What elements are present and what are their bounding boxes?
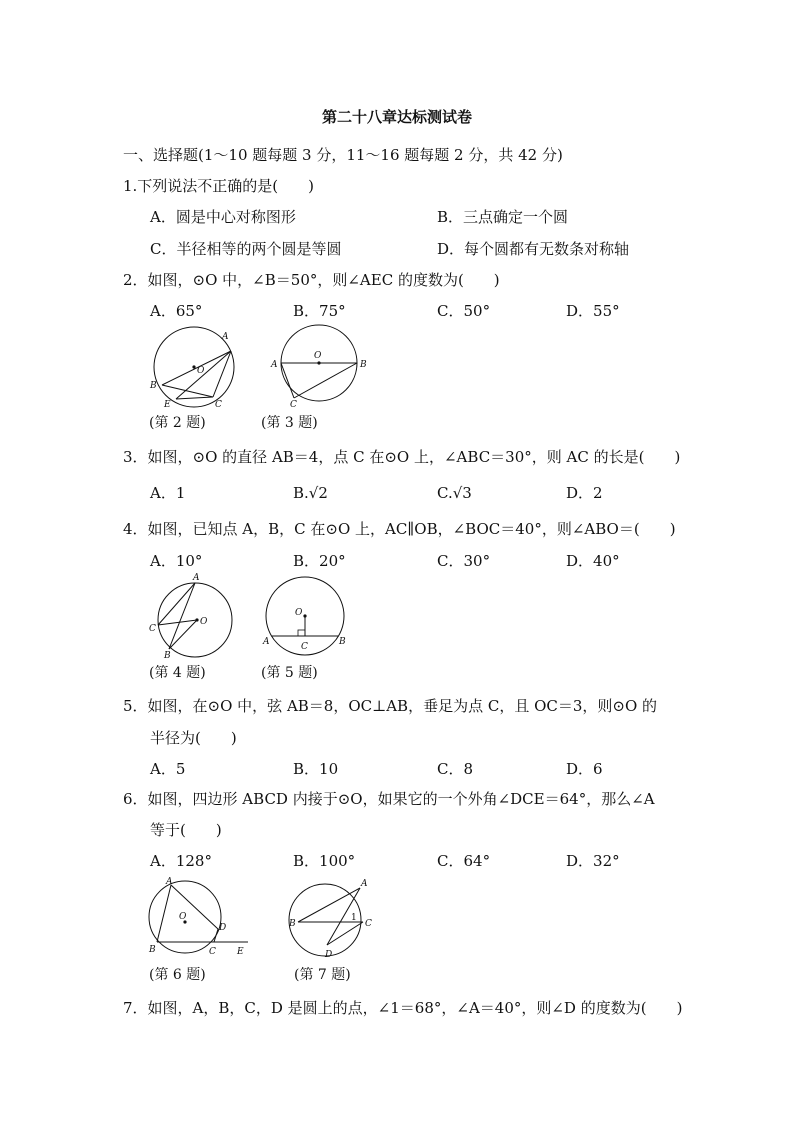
question-6-stem-line-1: 6．如图，四边形 ABCD 内接于⊙O，如果它的一个外角∠DCE＝64°，那么∠A bbox=[123, 790, 655, 808]
fig2-label-b: B bbox=[150, 381, 157, 391]
figure-question-2 bbox=[140, 325, 245, 410]
fig5-label-a: A bbox=[263, 637, 270, 647]
question-1-stem: 1.下列说法不正确的是( ) bbox=[123, 177, 315, 195]
question-5-stem-line-1: 5．如图，在⊙O 中，弦 AB＝8，OC⊥AB，垂足为点 C，且 OC＝3，则⊙O 的 bbox=[123, 697, 658, 715]
question-2-option-a: A．65° bbox=[150, 302, 203, 320]
question-4-option-a: A．10° bbox=[150, 552, 203, 570]
fig3-label-a: A bbox=[271, 360, 278, 370]
question-6-option-c: C．64° bbox=[437, 852, 491, 870]
question-5-stem-line-2: 半径为( ) bbox=[150, 729, 237, 747]
question-5-option-c: C．8 bbox=[437, 760, 474, 778]
question-5-option-a: A．5 bbox=[150, 760, 186, 778]
question-4-stem: 4．如图，已知点 A，B，C 在⊙O 上，AC∥OB，∠BOC＝40°，则∠ABO＝( ) bbox=[123, 520, 676, 538]
question-6-option-b: B．100° bbox=[293, 852, 356, 870]
question-3-option-c: C.√3 bbox=[437, 484, 472, 502]
question-2-stem: 2．如图，⊙O 中，∠B＝50°，则∠AEC 的度数为( ) bbox=[123, 271, 500, 289]
question-2-option-d: D．55° bbox=[566, 302, 620, 320]
fig4-label-o: O bbox=[200, 617, 208, 627]
fig6-label-b: B bbox=[149, 945, 156, 955]
question-5-option-b: B．10 bbox=[293, 760, 339, 778]
fig6-label-o: O bbox=[179, 912, 187, 922]
question-3-option-a: A．1 bbox=[150, 484, 186, 502]
caption-question-5: (第 5 题) bbox=[261, 665, 318, 681]
figure-question-6 bbox=[145, 875, 255, 965]
question-7-stem: 7．如图，A，B，C，D 是圆上的点，∠1＝68°，∠A＝40°，则∠D 的度数为( ) bbox=[123, 999, 683, 1017]
fig2-label-e: E bbox=[164, 400, 171, 410]
question-1-option-c: C．半径相等的两个圆是等圆 bbox=[150, 240, 342, 258]
figure-question-4 bbox=[145, 570, 245, 660]
caption-question-3: (第 3 题) bbox=[261, 415, 318, 431]
question-4-option-c: C．30° bbox=[437, 552, 491, 570]
fig7-label-c: C bbox=[365, 919, 372, 929]
question-6-stem-line-2: 等于( ) bbox=[150, 821, 222, 839]
caption-question-2: (第 2 题) bbox=[149, 415, 206, 431]
question-4-option-d: D．40° bbox=[566, 552, 620, 570]
question-5-option-d: D．6 bbox=[566, 760, 603, 778]
fig5-label-c: C bbox=[301, 642, 308, 652]
question-6-option-d: D．32° bbox=[566, 852, 620, 870]
figure-question-7 bbox=[285, 875, 380, 965]
question-6-option-a: A．128° bbox=[150, 852, 212, 870]
question-1-option-d: D．每个圆都有无数条对称轴 bbox=[437, 240, 630, 258]
question-3-stem: 3．如图，⊙O 的直径 AB＝4，点 C 在⊙O 上，∠ABC＝30°，则 AC 的长是( ) bbox=[123, 448, 681, 466]
fig6-label-c: C bbox=[209, 947, 216, 957]
fig7-label-b: B bbox=[289, 919, 296, 929]
fig7-label-a: A bbox=[361, 879, 368, 889]
question-4-option-b: B．20° bbox=[293, 552, 346, 570]
fig4-label-a: A bbox=[193, 573, 200, 583]
fig6-label-e: E bbox=[237, 947, 244, 957]
caption-question-6: (第 6 题) bbox=[149, 967, 206, 983]
page-title: 第二十八章达标测试卷 bbox=[321, 108, 472, 126]
fig7-angle-one-label: 1 bbox=[351, 913, 357, 923]
figure-question-5 bbox=[258, 570, 358, 660]
fig5-label-o: O bbox=[295, 608, 303, 618]
fig7-label-d: D bbox=[325, 950, 333, 960]
fig5-label-b: B bbox=[339, 637, 346, 647]
fig3-label-c: C bbox=[290, 400, 297, 410]
question-3-option-d: D．2 bbox=[566, 484, 603, 502]
caption-question-4: (第 4 题) bbox=[149, 665, 206, 681]
fig6-label-d: D bbox=[219, 923, 227, 933]
fig4-label-b: B bbox=[164, 651, 171, 661]
question-3-option-b: B.√2 bbox=[293, 484, 328, 502]
caption-question-7: (第 7 题) bbox=[294, 967, 351, 983]
question-2-option-c: C．50° bbox=[437, 302, 491, 320]
question-1-option-a: A．圆是中心对称图形 bbox=[150, 208, 296, 226]
fig4-label-c: C bbox=[149, 624, 156, 634]
fig6-label-a: A bbox=[166, 877, 173, 887]
figure-question-3 bbox=[268, 325, 373, 410]
fig2-label-c: C bbox=[215, 400, 222, 410]
fig3-label-b: B bbox=[360, 360, 367, 370]
section-heading: 一、选择题(1～10 题每题 3 分，11～16 题每题 2 分，共 42 分) bbox=[123, 146, 563, 164]
question-2-option-b: B．75° bbox=[293, 302, 346, 320]
question-1-option-b: B．三点确定一个圆 bbox=[437, 208, 569, 226]
fig2-label-a: A bbox=[222, 332, 229, 342]
fig2-label-o: O bbox=[197, 366, 205, 376]
fig3-label-o: O bbox=[314, 351, 322, 361]
